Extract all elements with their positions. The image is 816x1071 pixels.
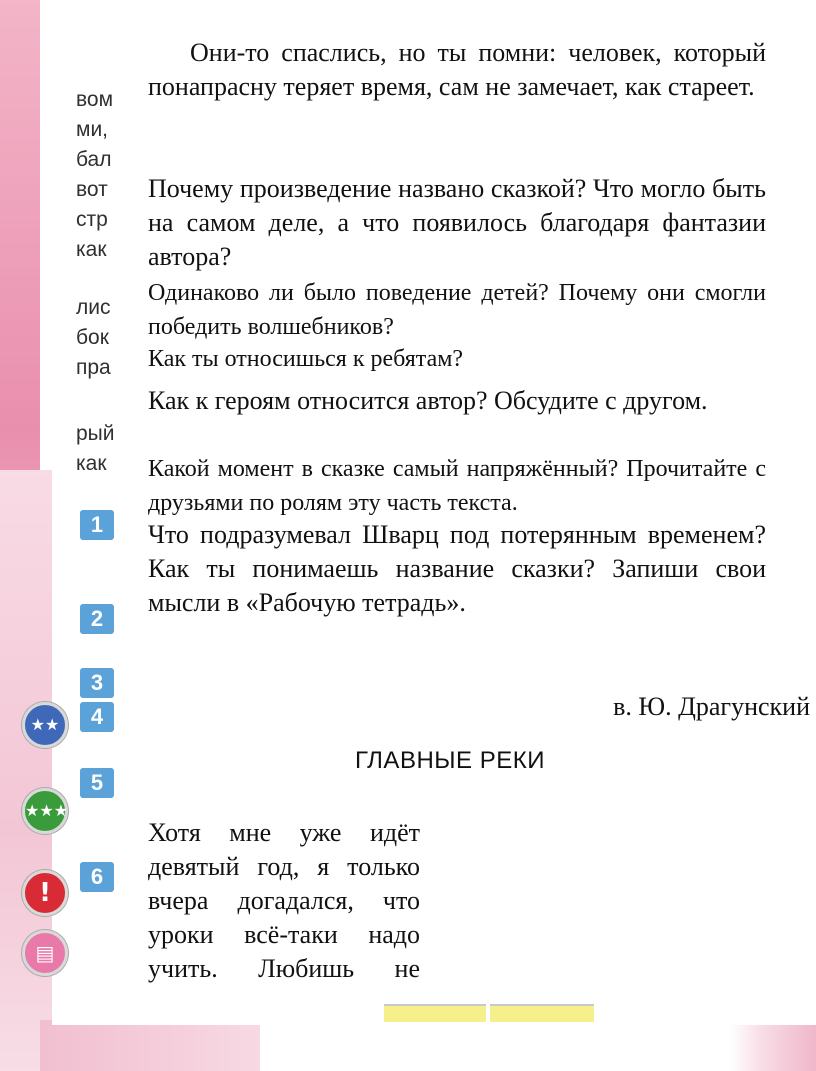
exercise-number-badge: 5 [80, 768, 114, 798]
sidebar-fragment: вом [76, 88, 114, 111]
sidebar-fragment: бал [76, 148, 112, 171]
exercise-number-badge: 4 [80, 702, 114, 732]
sidebar-fragment: как [76, 452, 107, 475]
story-title: ГЛАВНЫЕ РЕКИ [355, 747, 545, 774]
exercise-number-badge: 2 [80, 604, 114, 634]
question-paragraph: Как ты относишься к ребятам? [148, 346, 464, 372]
exercise-number-badge: 3 [80, 668, 114, 698]
question-paragraph: Какой момент в сказке самый напряжённый? Прочитайте с друзьями по ролям эту часть текста. [148, 456, 766, 516]
yellow-bookmark [384, 1004, 486, 1022]
pink-bottom-strip [40, 1020, 260, 1071]
story-text: Хотя мне уже идёт девятый год, я только вчера догадался, что уроки всё-таки надо учить. Любишь не [148, 818, 420, 983]
book-icon: ▤ [22, 930, 68, 976]
question-paragraph: Одинаково ли было поведение детей? Почему они смогли победить волшебников? [148, 280, 766, 340]
sidebar-fragment: лис [76, 296, 111, 319]
three-stars-icon: ★★★ [22, 788, 68, 834]
sidebar-fragment: пра [76, 356, 111, 379]
sidebar-fragment: стр [76, 208, 108, 231]
exclamation-icon: ! [22, 870, 68, 916]
sidebar-fragment: вот [76, 178, 108, 201]
question-paragraph: Что подразумевал Шварц под потерянным временем? Как ты понимаешь название сказки? Запиши свои мысли в «Рабочую тетрадь». [148, 520, 766, 617]
exercise-number-badge: 6 [80, 862, 114, 892]
yellow-bookmark [490, 1004, 594, 1022]
author-name: в. Ю. Драгунский [613, 692, 810, 721]
story-ending-paragraph: Они-то спаслись, но ты помни: человек, который понапрасну теряет время, сам не замечает, как стареет. [148, 38, 766, 101]
two-stars-icon: ★★ [22, 702, 68, 748]
question-paragraph: Почему произведение названо сказкой? Что могло быть на самом деле, а что появилось благодаря фантазии автора? [148, 174, 766, 271]
sidebar-fragment: рый [76, 422, 115, 445]
sidebar-fragment: бок [76, 326, 109, 349]
sidebar-fragment: как [76, 238, 107, 261]
sidebar-fragment: ми, [76, 118, 109, 141]
exercise-number-badge: 1 [80, 510, 114, 540]
question-paragraph: Как к героям относится автор? Обсудите с другом. [148, 386, 708, 415]
